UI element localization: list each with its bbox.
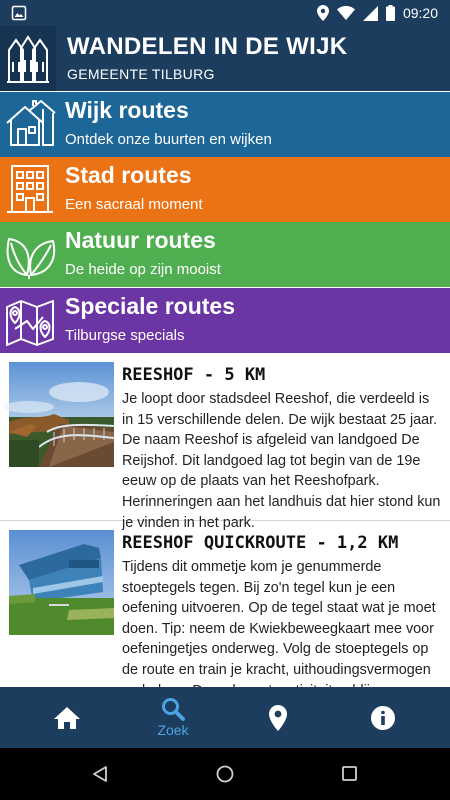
category-title: Natuur routes [65, 227, 216, 253]
home-system-icon[interactable] [216, 765, 234, 783]
houses-icon [3, 97, 57, 151]
status-time: 09:20 [402, 5, 438, 21]
category-subtitle: Ontdek onze buurten en wijken [65, 131, 272, 148]
nav-map-button[interactable] [222, 687, 334, 748]
app-header [0, 26, 450, 91]
route-title: REESHOF QUICKROUTE - 1,2 KM [122, 533, 399, 553]
category-title: Stad routes [65, 162, 192, 188]
route-description: Tijdens dit ommetje kom je genummerde stoeptegels tegen. Bij zo'n tegel kun je een oefening uitvoeren. Op de tegel staat wat je moet doen. Tip: neem de Kwiekbeweegkaart mee voor oefeningetjes onderweg. Volg de stoeptegels op de route en train je kracht, uithoudingsvermogen [122, 559, 436, 678]
route-description: Je loopt door stadsdeel Reeshof, die verdeeld is in 15 verschillende delen. De wijk bestaat 25 jaar. De naam Reeshof is afgeleid van landgoed De Reijshof. Dit landgoed lag tot begin van de 19e eeuw op de plaats van het Reeshofpark. Herinneringen aan het landhuis dat hier stond kun je vinden in het park. [122, 391, 441, 531]
category-subtitle: Een sacraal moment [65, 196, 203, 213]
building-icon [3, 162, 57, 216]
back-icon[interactable] [92, 766, 108, 782]
route-thumbnail-building [9, 530, 114, 635]
battery-icon [386, 5, 395, 21]
status-bar [0, 0, 450, 26]
route-thumbnail-bridge [9, 362, 114, 467]
category-subtitle: De heide op zijn mooist [65, 261, 221, 278]
home-icon [54, 707, 80, 729]
nav-search-label: Zoek [157, 722, 189, 738]
category-title: Speciale routes [65, 293, 236, 319]
nav-home-button[interactable] [11, 687, 123, 748]
category-natuur-routes[interactable] [0, 222, 450, 287]
location-pin-icon [269, 705, 287, 731]
app-title: WANDELEN IN DE WIJK [67, 33, 348, 60]
info-icon [371, 706, 395, 730]
cell-signal-icon [363, 6, 378, 21]
category-title: Wijk routes [65, 97, 189, 123]
building-photo [9, 530, 114, 635]
category-speciale-routes[interactable] [0, 288, 450, 353]
tilburg-logo [0, 26, 56, 91]
castle-logo-icon [5, 34, 51, 84]
app-subtitle: GEMEENTE TILBURG [67, 66, 215, 82]
route-title: REESHOF - 5 KM [122, 365, 266, 385]
image-notification-icon [12, 6, 26, 20]
category-stad-routes[interactable] [0, 157, 450, 222]
nav-info-button[interactable] [327, 687, 439, 748]
route-list[interactable] [0, 353, 450, 687]
leaves-icon [3, 227, 57, 281]
recents-icon[interactable] [342, 766, 357, 781]
system-navigation-bar [0, 748, 450, 800]
bridge-photo [9, 362, 114, 467]
nav-search-button[interactable] [117, 687, 229, 748]
category-subtitle: Tilburgse specials [65, 327, 185, 344]
bottom-navigation [0, 687, 450, 748]
search-icon [161, 697, 185, 721]
map-pins-icon [3, 293, 57, 347]
wifi-icon [337, 6, 355, 20]
location-icon [317, 5, 329, 21]
route-item-reeshof[interactable] [0, 353, 450, 531]
category-wijk-routes[interactable] [0, 92, 450, 157]
